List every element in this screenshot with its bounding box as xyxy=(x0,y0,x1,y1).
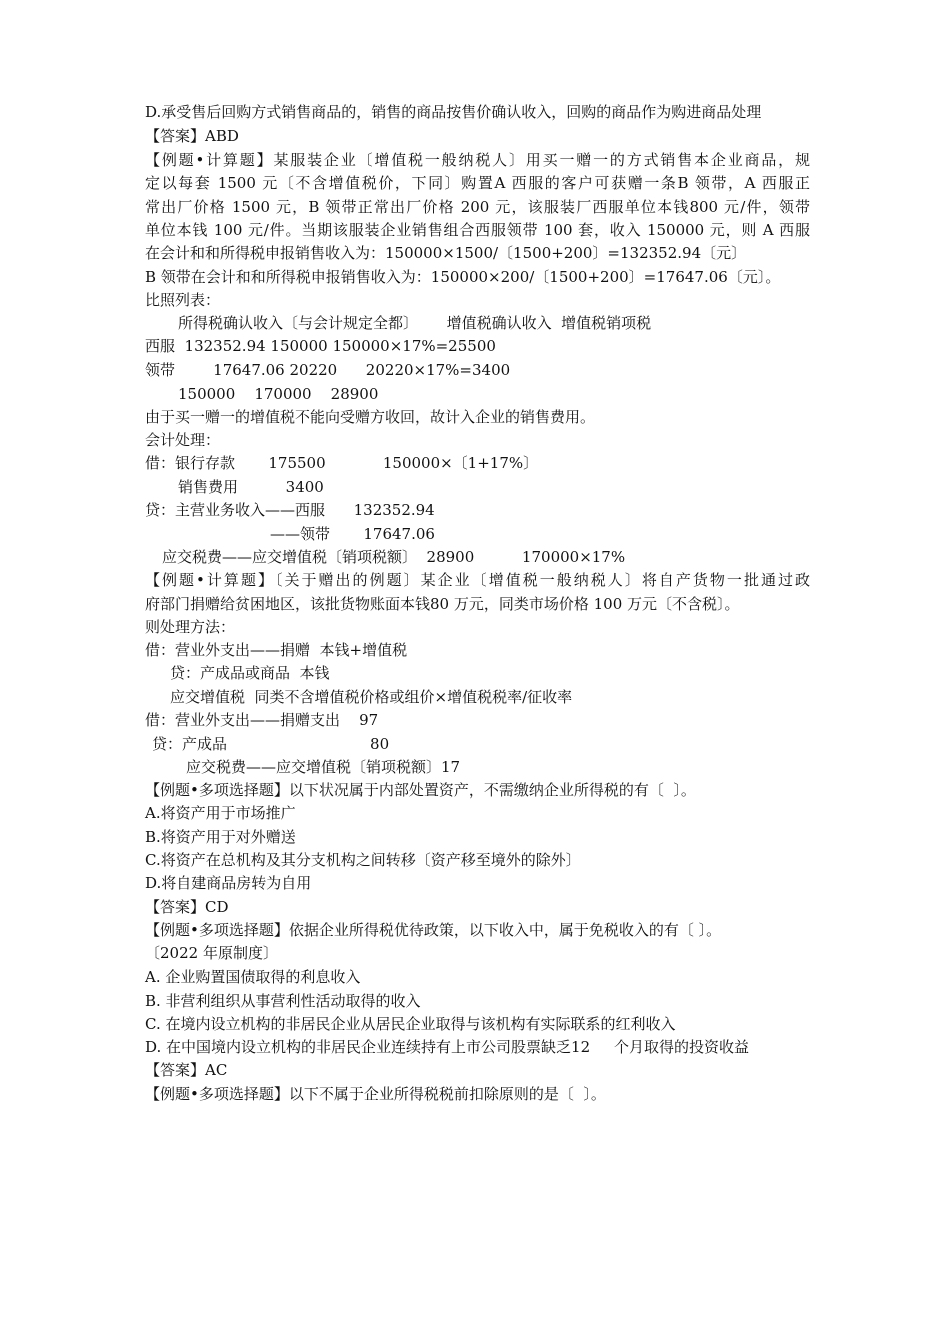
multi-choice-1-option-d: D.将自建商品房转为自用 xyxy=(145,874,312,892)
answer-line: 【答案】ABD xyxy=(145,127,239,145)
journal-credit-revenue-tie: ——领带 17647.06 xyxy=(270,525,435,543)
multi-choice-2-option-c: C. 在境内设立机构的非居民企业从居民企业取得与该机构有实际联系的红利收入 xyxy=(145,1015,676,1033)
multi-choice-3-question: 【例题•多项选择题】以下不属于企业所得税税前扣除原则的是〔 〕。 xyxy=(145,1085,606,1103)
journal-credit-vat: 应交税费——应交增值税〔销项税额〕 28900 170000×17% xyxy=(162,548,626,566)
multi-choice-2-option-d: D. 在中国境内设立机构的非居民企业连续持有上市公司股票缺乏12 个月取得的投资收益 xyxy=(145,1038,749,1056)
entry-credit-goods: 贷：产成品 80 xyxy=(152,735,390,753)
multi-choice-1-option-a: A.将资产用于市场推广 xyxy=(145,804,296,822)
multi-choice-2-note: 〔2022 年原制度〕 xyxy=(145,944,278,962)
example-calc-2-line-1: 【例题•计算题】〔关于赠出的例题〕某企业〔增值税一般纳税人〕将自产货物一批通过政 xyxy=(145,571,810,589)
treatment-credit-goods: 贷：产成品或商品 本钱 xyxy=(170,664,330,682)
comparison-table-row-total: 150000 170000 28900 xyxy=(178,385,379,403)
journal-debit-sales-expense: 销售费用 3400 xyxy=(178,478,324,496)
comparison-table-row-suit: 西服 132352.94 150000 150000×17%=25500 xyxy=(145,337,496,355)
example-calc-1-line-6: B 领带在会计和和所得税申报销售收入为：150000×200/〔1500+200〕=17647.06〔元〕。 xyxy=(145,268,781,286)
multi-choice-2-option-a: A. 企业购置国债取得的利息收入 xyxy=(145,968,361,986)
treatment-debit: 借：营业外支出——捐赠 本钱+增值税 xyxy=(145,641,408,659)
multi-choice-2-option-b: B. 非营利组织从事营利性活动取得的收入 xyxy=(145,992,421,1010)
example-calc-1-line-5: 在会计和和所得税申报销售收入为：150000×1500/〔1500+200〕=132352.94〔元〕 xyxy=(145,244,747,262)
example-calc-1-line-1: 【例题•计算题】某服装企业〔增值税一般纳税人〕用买一赠一的方式销售本企业商品，规 xyxy=(145,151,810,169)
entry-debit-donation: 借：营业外支出——捐赠支出 97 xyxy=(145,711,379,729)
comparison-table-header: 所得税确认收入〔与会计规定全都〕 增值税确认收入 增值税销项税 xyxy=(178,314,652,332)
treatment-credit-vat: 应交增值税 同类不含增值税价格或组价×增值税税率/征收率 xyxy=(170,688,573,706)
entry-credit-vat: 应交税费——应交增值税〔销项税额〕17 xyxy=(186,758,461,776)
multi-choice-1-option-c: C.将资产在总机构及其分支机构之间转移〔资产移至境外的除外〕 xyxy=(145,851,581,869)
comparison-table-row-tie: 领带 17647.06 20220 20220×17%=3400 xyxy=(145,361,511,379)
example-calc-1-line-4: 单位本钱 100 元/件。当期该服装企业销售组合西服领带 100 套，收入 150000 元，则 A 西服 xyxy=(145,221,810,239)
multi-choice-2-question: 【例题•多项选择题】依据企业所得税优待政策，以下收入中，属于免税收入的有〔 〕。 xyxy=(145,921,722,939)
multi-choice-1-question: 【例题•多项选择题】以下状况属于内部处置资产，不需缴纳企业所得税的有〔 〕。 xyxy=(145,781,696,799)
multi-choice-1-option-b: B.将资产用于对外赠送 xyxy=(145,828,296,846)
example-calc-1-line-3: 常出厂价格 1500 元，B 领带正常出厂价格 200 元，该服装厂西服单位本钱800 元/件，领带 xyxy=(145,198,810,216)
multi-choice-1-answer: 【答案】CD xyxy=(145,898,229,916)
option-d-line: D.承受售后回购方式销售商品的，销售的商品按售价确认收入，回购的商品作为购进商品处理 xyxy=(145,103,762,121)
explanation-line: 由于买一赠一的增值税不能向受赠方收回，故计入企业的销售费用。 xyxy=(145,408,596,426)
multi-choice-2-answer: 【答案】AC xyxy=(145,1061,228,1079)
comparison-heading: 比照列表： xyxy=(145,291,221,309)
example-calc-1-line-2: 定以每套 1500 元〔不含增值税价，下同〕购置A 西服的客户可获赠一条B 领带，A 西服正 xyxy=(145,174,810,192)
journal-credit-revenue-suit: 贷：主营业务收入——西服 132352.94 xyxy=(145,501,435,519)
accounting-heading: 会计处理： xyxy=(145,431,221,449)
treatment-heading: 则处理方法： xyxy=(145,618,236,636)
example-calc-2-line-2: 府部门捐赠给贫困地区，该批货物账面本钱80 万元，同类市场价格 100 万元〔不含税〕。 xyxy=(145,595,740,613)
journal-debit-bank: 借：银行存款 175500 150000×〔1+17%〕 xyxy=(145,454,539,472)
